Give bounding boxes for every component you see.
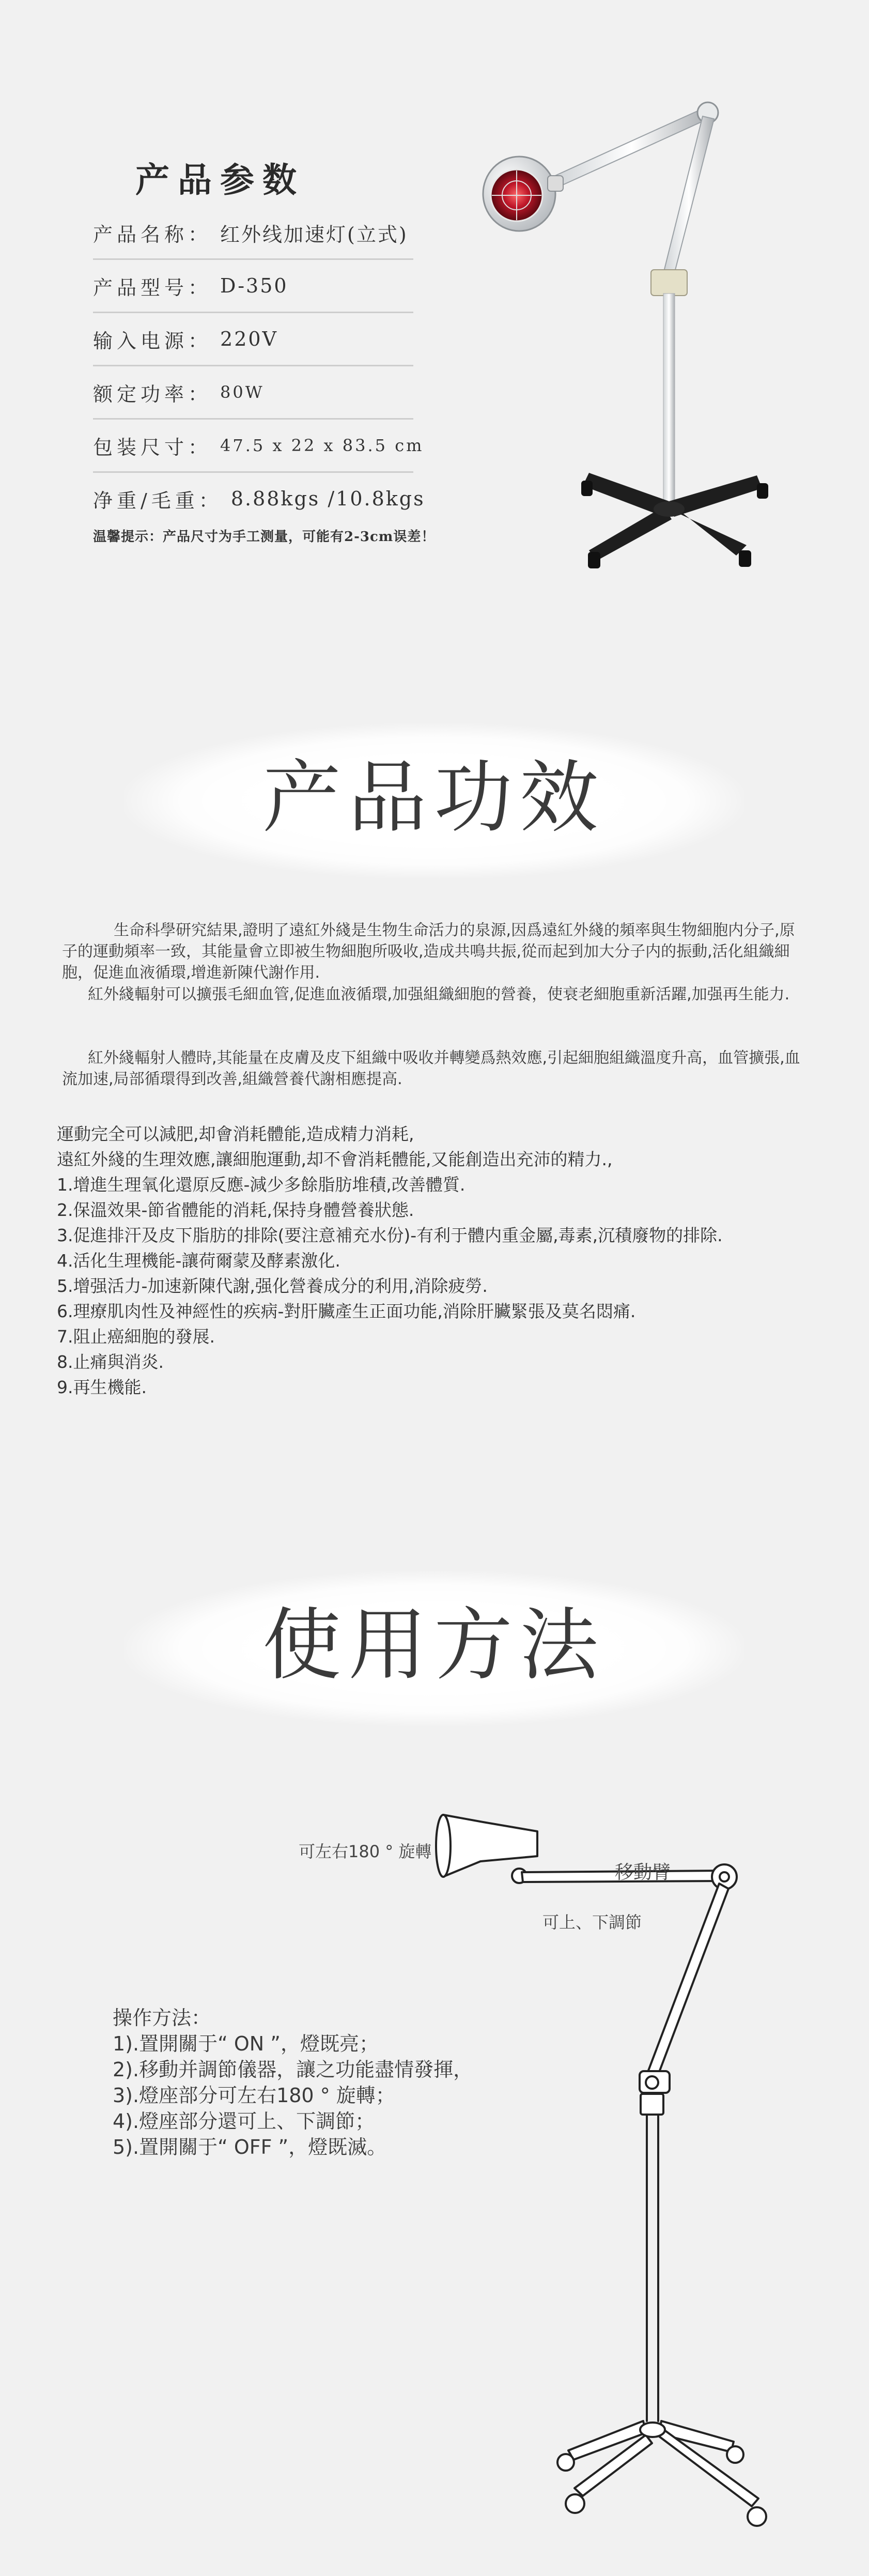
arm-upper-segment <box>553 107 710 187</box>
spec-label: 产品型号： <box>93 276 212 299</box>
list-item: 1.增進生理氧化還原反應-減少多餘脂肪堆積,改善體質. <box>57 1175 465 1195</box>
list-item: 8.止痛與消炎. <box>57 1352 164 1372</box>
spec-label: 输入电源： <box>93 329 212 352</box>
step-item: 5).置開關于“ OFF ”，燈既滅。 <box>113 2136 387 2158</box>
steps-heading: 操作方法： <box>113 2007 211 2029</box>
usage-title: 使用方法 <box>262 1599 606 1691</box>
list-item: 運動完全可以減肥,却會消耗體能,造成精力消耗, <box>57 1124 414 1144</box>
spec-value: 8.88kgs /10.8kgs <box>230 487 425 510</box>
spec-label: 产品名称： <box>93 223 212 246</box>
spec-value: D-350 <box>220 274 288 297</box>
list-item: 2.保溫效果-節省體能的消耗,保持身體營養狀態. <box>57 1200 414 1220</box>
spec-label: 额定功率： <box>93 382 212 406</box>
effect-paragraph-1: 生命科學研究結果,證明了遠紅外綫是生物生命活力的泉源,因爲遠紅外綫的頻率與生物細胞内分子,原子的運動頻率一致，其能量會立即被生物細胞所吸收,造成共鳴共振,從而起到加大分子内的振動,活化組織細胞，促進血液循環,增進新陳代謝作用. <box>62 921 795 982</box>
spec-row-rated-power <box>93 366 413 420</box>
height-clamp-outline <box>640 2071 670 2115</box>
effect-title: 产品功效 <box>262 752 606 843</box>
list-item: 3.促進排汗及皮下脂肪的排除(要注意補充水份)-有利于體内重金屬,毒素,沉積廢物的排除. <box>57 1225 723 1245</box>
arm-lower-outline <box>647 1884 728 2077</box>
spec-row-name <box>93 207 413 260</box>
label-moving-arm: 移動臂 <box>615 1862 671 1883</box>
label-rotate: 可左右180 ° 旋轉 <box>299 1842 432 1861</box>
lamp-line-drawing <box>0 1798 869 2576</box>
lamp-shade-outline <box>436 1815 537 1877</box>
arm-lower-segment <box>664 116 714 274</box>
lamp-head <box>483 157 563 231</box>
spec-row-package-size <box>93 420 424 473</box>
list-item: 7.阻止癌細胞的發展. <box>57 1326 215 1347</box>
height-clamp <box>651 270 687 296</box>
effect-paragraph-2: 紅外綫輻射可以擴張毛細血管,促進血液循環,加强組織細胞的營養，使衰老細胞重新活躍,加强再生能力. <box>88 985 790 1004</box>
stand-pole-outline <box>647 2115 658 2421</box>
step-item: 4).燈座部分還可上、下調節； <box>113 2110 375 2133</box>
usage-title-banner <box>124 1571 744 1726</box>
list-item: 遠紅外綫的生理效應,讓細胞運動,却不會消耗體能,又能創造出充沛的精力., <box>57 1149 613 1169</box>
spec-section <box>0 0 869 620</box>
spec-label: 包装尺寸： <box>93 436 212 459</box>
stand-base-outline <box>557 2421 766 2526</box>
spec-note: 温馨提示：产品尺寸为手工测量，可能有2-3cm误差！ <box>93 529 436 545</box>
spec-value: 220V <box>220 328 278 350</box>
spec-row-weight <box>93 473 425 525</box>
list-item: 5.增强活力-加速新陳代謝,强化營養成分的利用,消除疲勞. <box>57 1276 488 1296</box>
effect-benefit-list <box>57 1121 821 1400</box>
spec-value: 80W <box>220 382 265 402</box>
list-item: 9.再生機能. <box>57 1377 147 1397</box>
spec-value: 47.5 x 22 x 83.5 cm <box>220 436 424 455</box>
effect-paragraph-3: 紅外綫輻射人體時,其能量在皮膚及皮下組織中吸收并轉變爲熱效應,引起細胞組織溫度升高，血管擴張,血流加速,局部循環得到改善,組織營養代謝相應提高. <box>62 1049 800 1088</box>
usage-steps <box>113 2005 473 2160</box>
effect-title-banner <box>124 723 744 878</box>
spec-table <box>93 207 425 525</box>
label-up-down: 可上、下調節 <box>542 1912 642 1932</box>
spec-title: 产品参数 <box>135 160 305 200</box>
step-item: 2).移動并調節儀器，讓之功能盡情發揮， <box>113 2058 473 2081</box>
spec-row-model <box>93 260 413 313</box>
step-item: 1).置開關于“ ON ”，燈既亮； <box>113 2032 379 2055</box>
list-item: 6.理療肌肉性及神經性的疾病-對肝臟產生正面功能,消除肝臟緊張及莫名悶痛. <box>57 1301 636 1321</box>
stand-pole <box>663 294 675 508</box>
spec-row-power-input <box>93 313 413 366</box>
spec-value: 红外线加速灯(立式) <box>220 223 408 246</box>
spec-label: 净重/毛重： <box>93 489 223 512</box>
lamp-product-image <box>465 88 796 594</box>
list-item: 4.活化生理機能-讓荷爾蒙及酵素激化. <box>57 1251 340 1271</box>
step-item: 3).燈座部分可左右180 ° 旋轉； <box>113 2084 395 2107</box>
